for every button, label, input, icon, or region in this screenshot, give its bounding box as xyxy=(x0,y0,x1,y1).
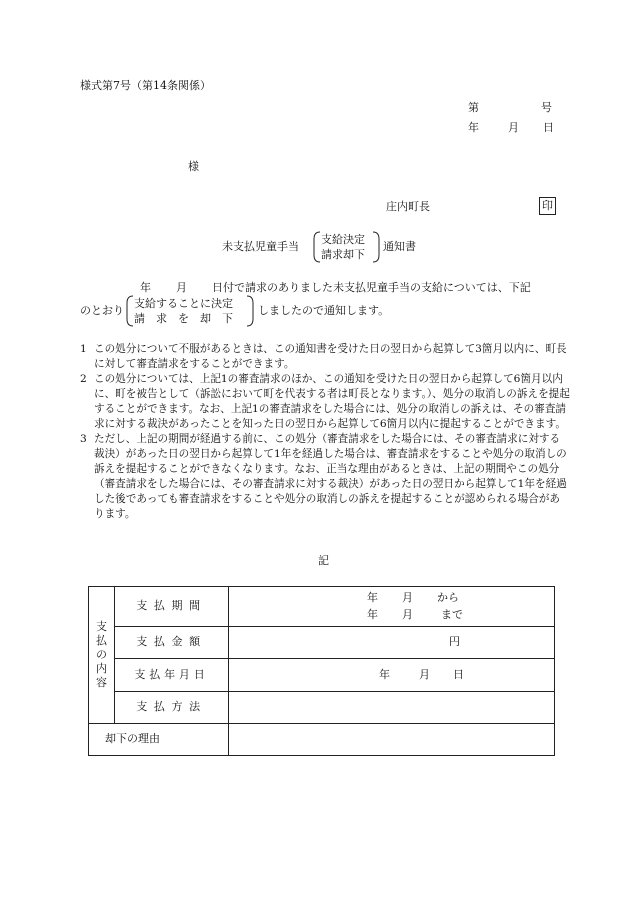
group-label xyxy=(89,620,114,690)
date-value xyxy=(229,659,555,692)
body-line2-suffix: しましたので通知します。 xyxy=(258,304,390,317)
note-number: 1 xyxy=(80,343,87,355)
body-option-2: 請 求 を 却 下 xyxy=(134,312,233,325)
rejection-value xyxy=(229,724,555,756)
period-line2-end: まで xyxy=(441,608,463,621)
seal: 印 xyxy=(539,197,556,215)
date-label: 支払年月日 xyxy=(115,659,229,692)
period-label: 支払期間 xyxy=(115,587,229,627)
period-value xyxy=(229,587,555,627)
title-suffix: 通知書 xyxy=(383,240,416,253)
period-line1-year: 年 xyxy=(367,591,378,604)
amount-label: 支払金額 xyxy=(115,627,229,659)
notes xyxy=(80,342,570,522)
row-date xyxy=(89,659,555,692)
note-text: ただし、上記の期間が経過する前に、この処分（審査請求をした場合には、その審査請求に対する裁決）があった日の翌日から起算して1年を経過した場合は、審査請求をすることや処分の取消しの訴えを提起することができなくなります。なお、正当な理由があるときは、上記の期間やこの処分（審査請求をした場合には、その審査請求に対する裁決）があった日の翌日から起算して1年を経過した後であっても審査請求をすることや処分の取消しの訴えを提起することが認められる場合があります。 xyxy=(94,433,567,520)
period-line1-end: から xyxy=(437,591,459,604)
title-left-paren xyxy=(313,231,321,263)
date-month: 月 xyxy=(508,121,519,134)
title-right-paren xyxy=(372,231,380,263)
note-1 xyxy=(80,342,570,372)
doc-number-dai: 第 xyxy=(468,101,479,114)
group-label-char: 内 xyxy=(96,662,107,675)
amount-value xyxy=(229,627,555,659)
date-day: 日 xyxy=(543,121,554,134)
row-rejection xyxy=(89,724,555,756)
body-year: 年 xyxy=(140,281,151,294)
note-text: この処分について不服があるときは、この通知書を受けた日の翌日から起算して3箇月以内に、町長に対して審査請求をすることができます。 xyxy=(94,343,567,370)
group-label-char: 容 xyxy=(96,676,107,689)
body-option-1: 支給することに決定 xyxy=(134,297,233,310)
period-line2-year: 年 xyxy=(367,608,378,621)
group-label-char: の xyxy=(96,648,107,661)
rejection-label-text: 却下の理由 xyxy=(105,732,160,746)
pay-date-day: 日 xyxy=(453,668,464,681)
row-method xyxy=(89,692,555,724)
title-option-2: 請求却下 xyxy=(321,248,365,261)
period-line2-month: 月 xyxy=(402,608,413,621)
title-prefix: 未支払児童手当 xyxy=(222,240,299,253)
amount-unit: 円 xyxy=(449,635,460,649)
row-amount xyxy=(89,627,555,659)
rejection-label xyxy=(89,724,229,756)
pay-date-year: 年 xyxy=(379,668,390,681)
body-line2-prefix: のとおり xyxy=(80,304,124,317)
row-period xyxy=(89,587,555,627)
form-id: 様式第7号（第14条関係） xyxy=(80,79,211,92)
addressee-suffix: 様 xyxy=(188,160,199,173)
pay-date-month: 月 xyxy=(419,668,430,681)
body-line1: 日付で請求のありました未支払児童手当の支給については、下記 xyxy=(212,281,531,294)
method-label: 支払方法 xyxy=(115,692,229,724)
issuer: 庄内町長 xyxy=(386,200,430,213)
group-label-cell xyxy=(89,587,115,724)
body-month: 月 xyxy=(176,281,187,294)
group-label-char: 払 xyxy=(96,634,107,647)
period-line1-month: 月 xyxy=(402,591,413,604)
ki-heading: 記 xyxy=(318,554,329,567)
date-year: 年 xyxy=(468,121,479,134)
body-right-paren xyxy=(246,295,254,327)
title-option-1: 支給決定 xyxy=(321,233,365,246)
note-text: この処分については、上記1の審査請求のほか、この通知を受けた日の翌日から起算して6箇月以内に、町を被告として（訴訟において町を代表する者は町長となります。）、処分の取消しの訴えを提起することができます。なお、上記1の審査請求をした場合には、処分の取消しの訴えは、その審査請求に対する裁決があったことを知った日の翌日から起算して6箇月以内に提起することができます。 xyxy=(94,373,570,430)
note-number: 3 xyxy=(80,433,87,445)
payment-table xyxy=(88,586,555,756)
note-2 xyxy=(80,372,570,432)
method-value xyxy=(229,692,555,724)
doc-number-go: 号 xyxy=(541,101,552,114)
body-left-paren xyxy=(126,295,134,327)
note-3 xyxy=(80,432,570,522)
note-number: 2 xyxy=(80,373,87,385)
group-label-char: 支 xyxy=(96,620,107,633)
